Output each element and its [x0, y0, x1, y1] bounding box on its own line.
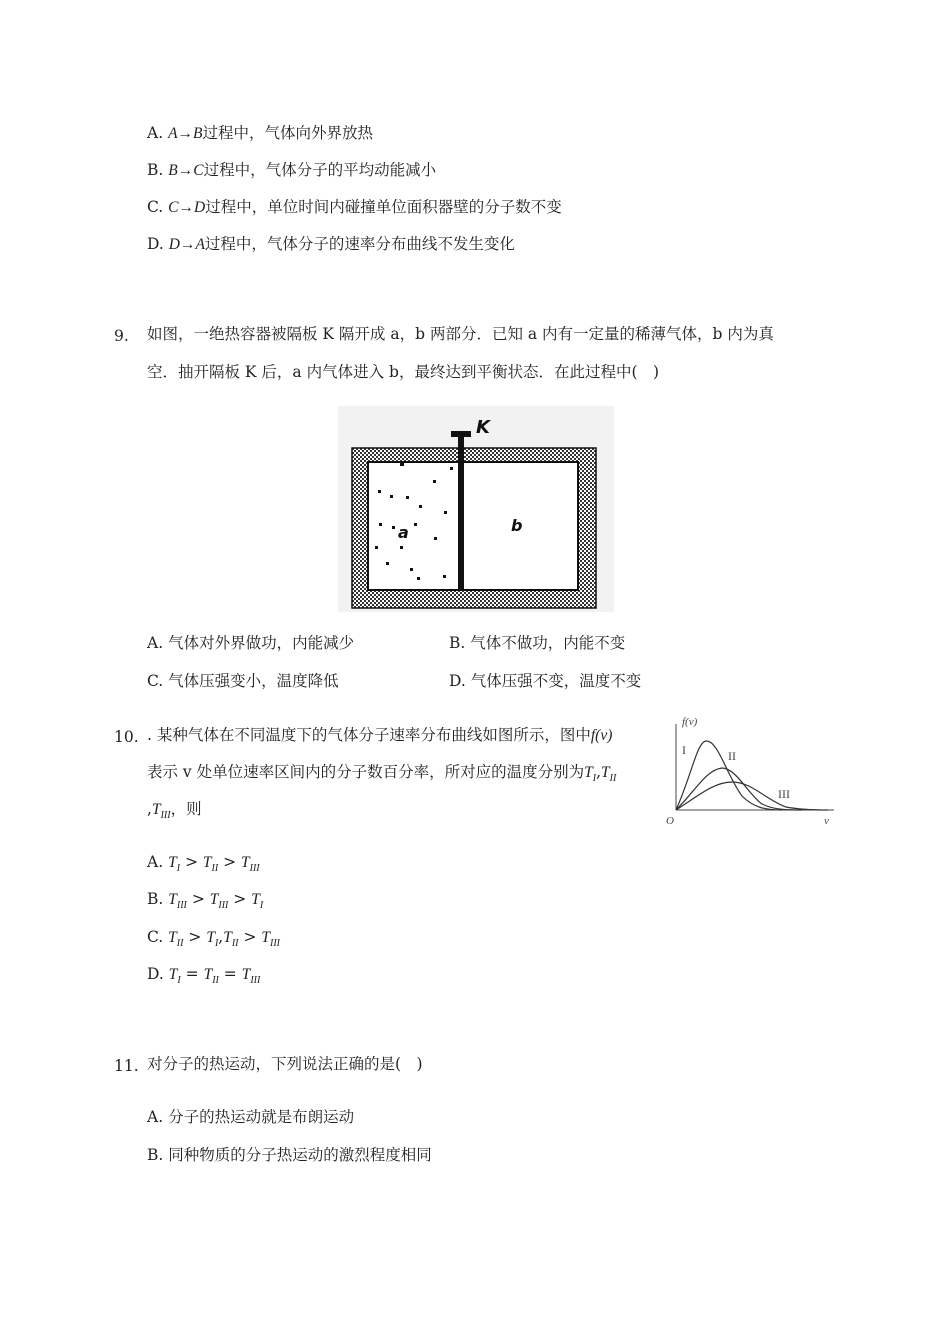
option-letter: A. [147, 853, 164, 871]
option-letter: B. [449, 634, 466, 652]
x-axis-label: v [824, 815, 829, 827]
curve-label-ii: II [728, 749, 736, 763]
process-label: D→A [168, 236, 205, 253]
y-axis-label: f(v) [682, 716, 698, 728]
q8-option-a [147, 123, 373, 144]
option-letter: B. [147, 1146, 164, 1164]
option-letter: D. [147, 965, 164, 983]
option-text: 过程中，单位时间内碰撞单位面积器壁的分子数不变 [205, 198, 562, 216]
q9-option-d [449, 671, 641, 691]
q9-option-c [147, 671, 339, 691]
label-k: K [476, 417, 490, 438]
q10-option-d: D. $T_I = T_{II} = T_{III}$ [147, 965, 261, 987]
option-letter: D. [449, 672, 466, 690]
q10-stem-line3: $,T_{III}$，则 [147, 800, 202, 822]
q9-option-b [449, 633, 625, 653]
math-fv: f(v) [590, 727, 613, 744]
curve-iii [676, 782, 828, 810]
q11-stem: 对分子的热运动，下列说法正确的是( ) [147, 1055, 423, 1073]
label-a: a [398, 523, 409, 542]
origin-label: O [666, 815, 674, 827]
curve-label-iii: III [778, 787, 790, 801]
q10-option-a: A. $T_I > T_{II} > T_{III}$ [147, 853, 260, 875]
option-text: 分子的热运动就是布朗运动 [168, 1108, 355, 1126]
partition-k [458, 436, 464, 591]
q11-option-a [147, 1107, 354, 1127]
q8-option-c [147, 197, 562, 218]
q8-option-b [147, 160, 436, 181]
option-text: 气体不做功，内能不变 [470, 634, 626, 652]
insulated-container-figure [338, 406, 614, 612]
q9-stem-line1: 如图，一绝热容器被隔板 K 隔开成 a，b 两部分．已知 a 内有一定量的稀薄气体，b 内为真 [147, 325, 774, 343]
option-letter: D. [147, 235, 164, 253]
q10-option-b: B. $T_{III} > T_{III} > T_I$ [147, 890, 264, 912]
curve-label-i: I [682, 743, 686, 757]
process-label: A→B [168, 125, 203, 142]
option-letter: B. [147, 161, 164, 179]
option-text: 过程中，气体分子的平均动能减小 [203, 161, 437, 179]
option-letter: A. [147, 1108, 164, 1126]
speed-distribution-figure [662, 714, 840, 832]
q11-option-b [147, 1145, 432, 1165]
q10-option-c: C. $T_{II} > T_I,T_{II} > T_{III}$ [147, 928, 280, 950]
q9-number: 9. [114, 327, 129, 345]
process-label: B→C [168, 162, 204, 179]
process-label: C→D [168, 199, 206, 216]
option-letter: A. [147, 634, 164, 652]
option-letter: C. [147, 928, 164, 946]
option-text: 气体对外界做功，内能减少 [168, 634, 355, 652]
option-text: 过程中，气体分子的速率分布曲线不发生变化 [204, 235, 515, 253]
label-b: b [511, 516, 523, 535]
option-text: 气体压强变小，温度降低 [168, 672, 339, 690]
option-text: 同种物质的分子热运动的激烈程度相同 [168, 1146, 432, 1164]
q10-stem-line2: 表示 v 处单位速率区间内的分子数百分率，所对应的温度分别为$T_I,T_{II}$ [147, 763, 617, 785]
q11-number: 11. [114, 1057, 139, 1075]
option-letter: C. [147, 198, 164, 216]
option-text: 气体压强不变，温度不变 [470, 672, 642, 690]
q9-stem-line2: 空．抽开隔板 K 后，a 内气体进入 b，最终达到平衡状态．在此过程中( ) [147, 363, 660, 381]
q10-number: 10. [114, 728, 139, 746]
q9-option-a [147, 633, 354, 653]
option-letter: A. [147, 124, 164, 142]
q10-stem-line1: . 某种气体在不同温度下的气体分子速率分布曲线如图所示，图中f(v) [147, 726, 613, 744]
q8-option-d [147, 234, 515, 255]
option-text: 过程中，气体向外界放热 [202, 124, 374, 142]
option-letter: B. [147, 890, 164, 908]
option-letter: C. [147, 672, 164, 690]
